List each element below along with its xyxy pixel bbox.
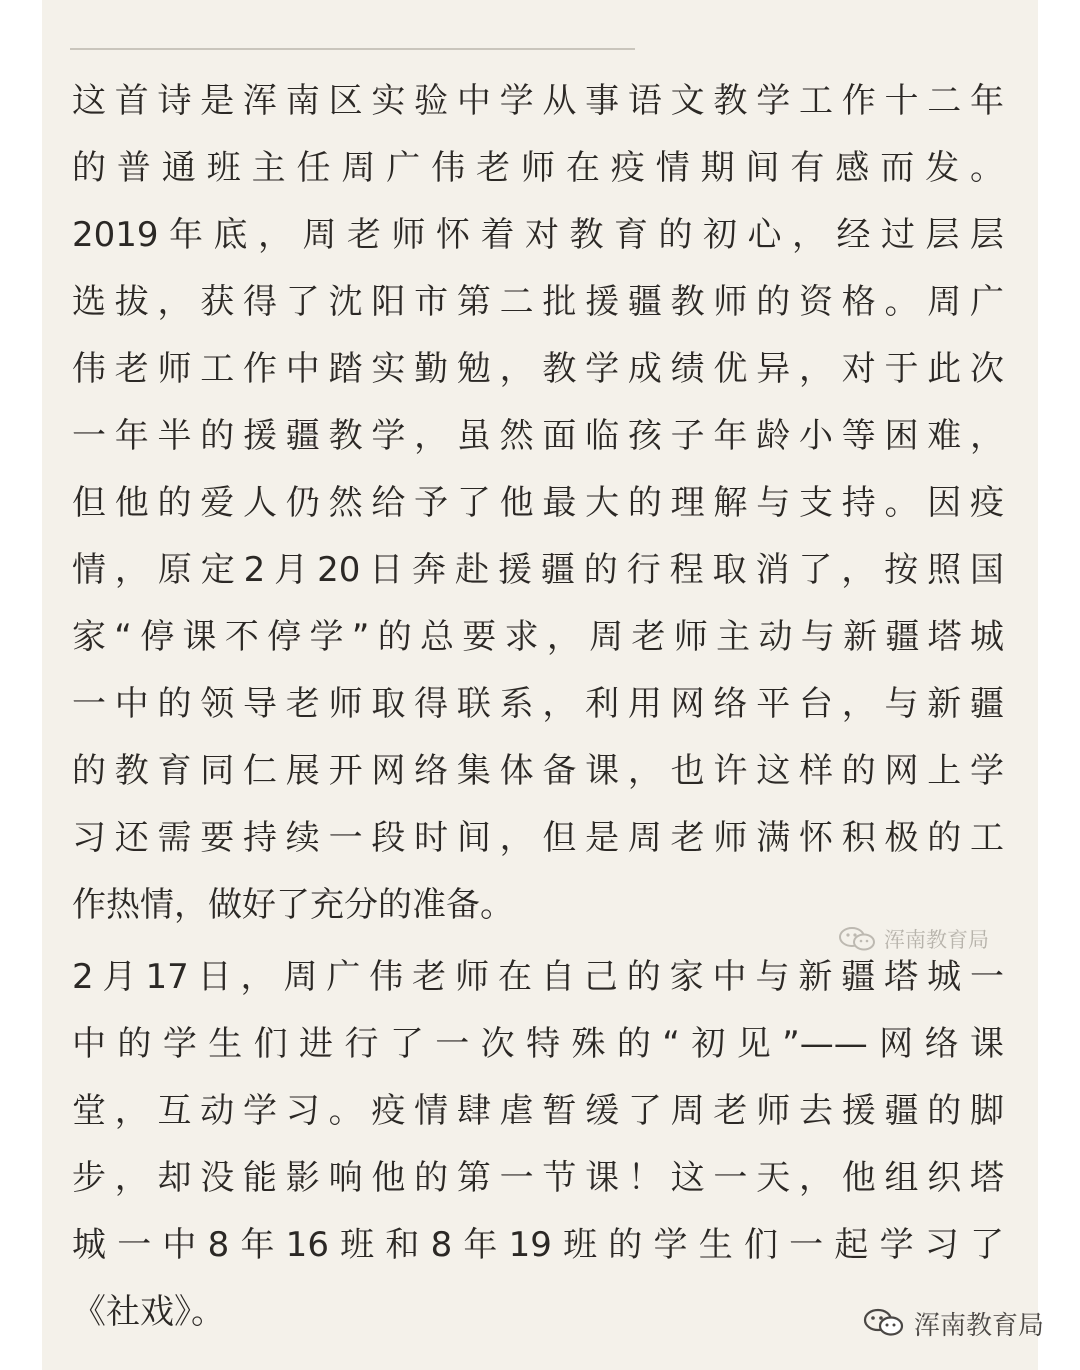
watermark-text: 浑南教育局 — [914, 1310, 1045, 1341]
watermark-middle — [838, 922, 989, 956]
article-line: 伟老师工作中踏实勤勉，教学成绩优异，对于此次 — [72, 349, 1004, 389]
article-line: 情，原定2月20日奔赴援疆的行程取消了，按照国 — [72, 550, 1004, 590]
article-line: 《社戏》。 — [72, 1292, 225, 1332]
article-line: 一中的领导老师取得联系，利用网络平台，与新疆 — [72, 684, 1004, 724]
wechat-icon — [862, 1307, 906, 1339]
article-line: 一年半的援疆教学，虽然面临孩子年龄小等困难， — [72, 416, 1004, 456]
article-line: 步，却没能影响他的第一节课！这一天，他组织塔 — [72, 1158, 1004, 1198]
article-line: 但他的爱人仍然给予了他最大的理解与支持。因疫 — [72, 483, 1004, 523]
article-line: 城一中8年16班和8年19班的学生们一起学习了 — [72, 1225, 1004, 1265]
article-line: 2019年底，周老师怀着对教育的初心，经过层层 — [72, 215, 1004, 255]
article-line: 的普通班主任周广伟老师在疫情期间有感而发。 — [72, 148, 1004, 188]
watermark-text: 浑南教育局 — [884, 928, 989, 952]
article-line: 这首诗是浑南区实验中学从事语文教学工作十二年 — [72, 81, 1004, 121]
article-line: 习还需要持续一段时间，但是周老师满怀积极的工 — [72, 818, 1004, 858]
article-line: 选拔，获得了沈阳市第二批援疆教师的资格。周广 — [72, 282, 1004, 322]
article-line: 的教育同仁展开网络集体备课，也许这样的网上学 — [72, 751, 1004, 791]
top-divider — [70, 48, 635, 50]
article-line: 作热情，做好了充分的准备。 — [72, 885, 514, 925]
watermark-corner — [862, 1302, 1044, 1344]
article-line: 2月17日，周广伟老师在自己的家中与新疆塔城一 — [72, 957, 1004, 997]
article-line: 中的学生们进行了一次特殊的“初见”——网络课 — [72, 1024, 1004, 1064]
article-line: 家“停课不停学”的总要求，周老师主动与新疆塔城 — [72, 617, 1004, 657]
article-line: 堂，互动学习。疫情肆虐暂缓了周老师去援疆的脚 — [72, 1091, 1004, 1131]
wechat-icon — [838, 925, 878, 953]
